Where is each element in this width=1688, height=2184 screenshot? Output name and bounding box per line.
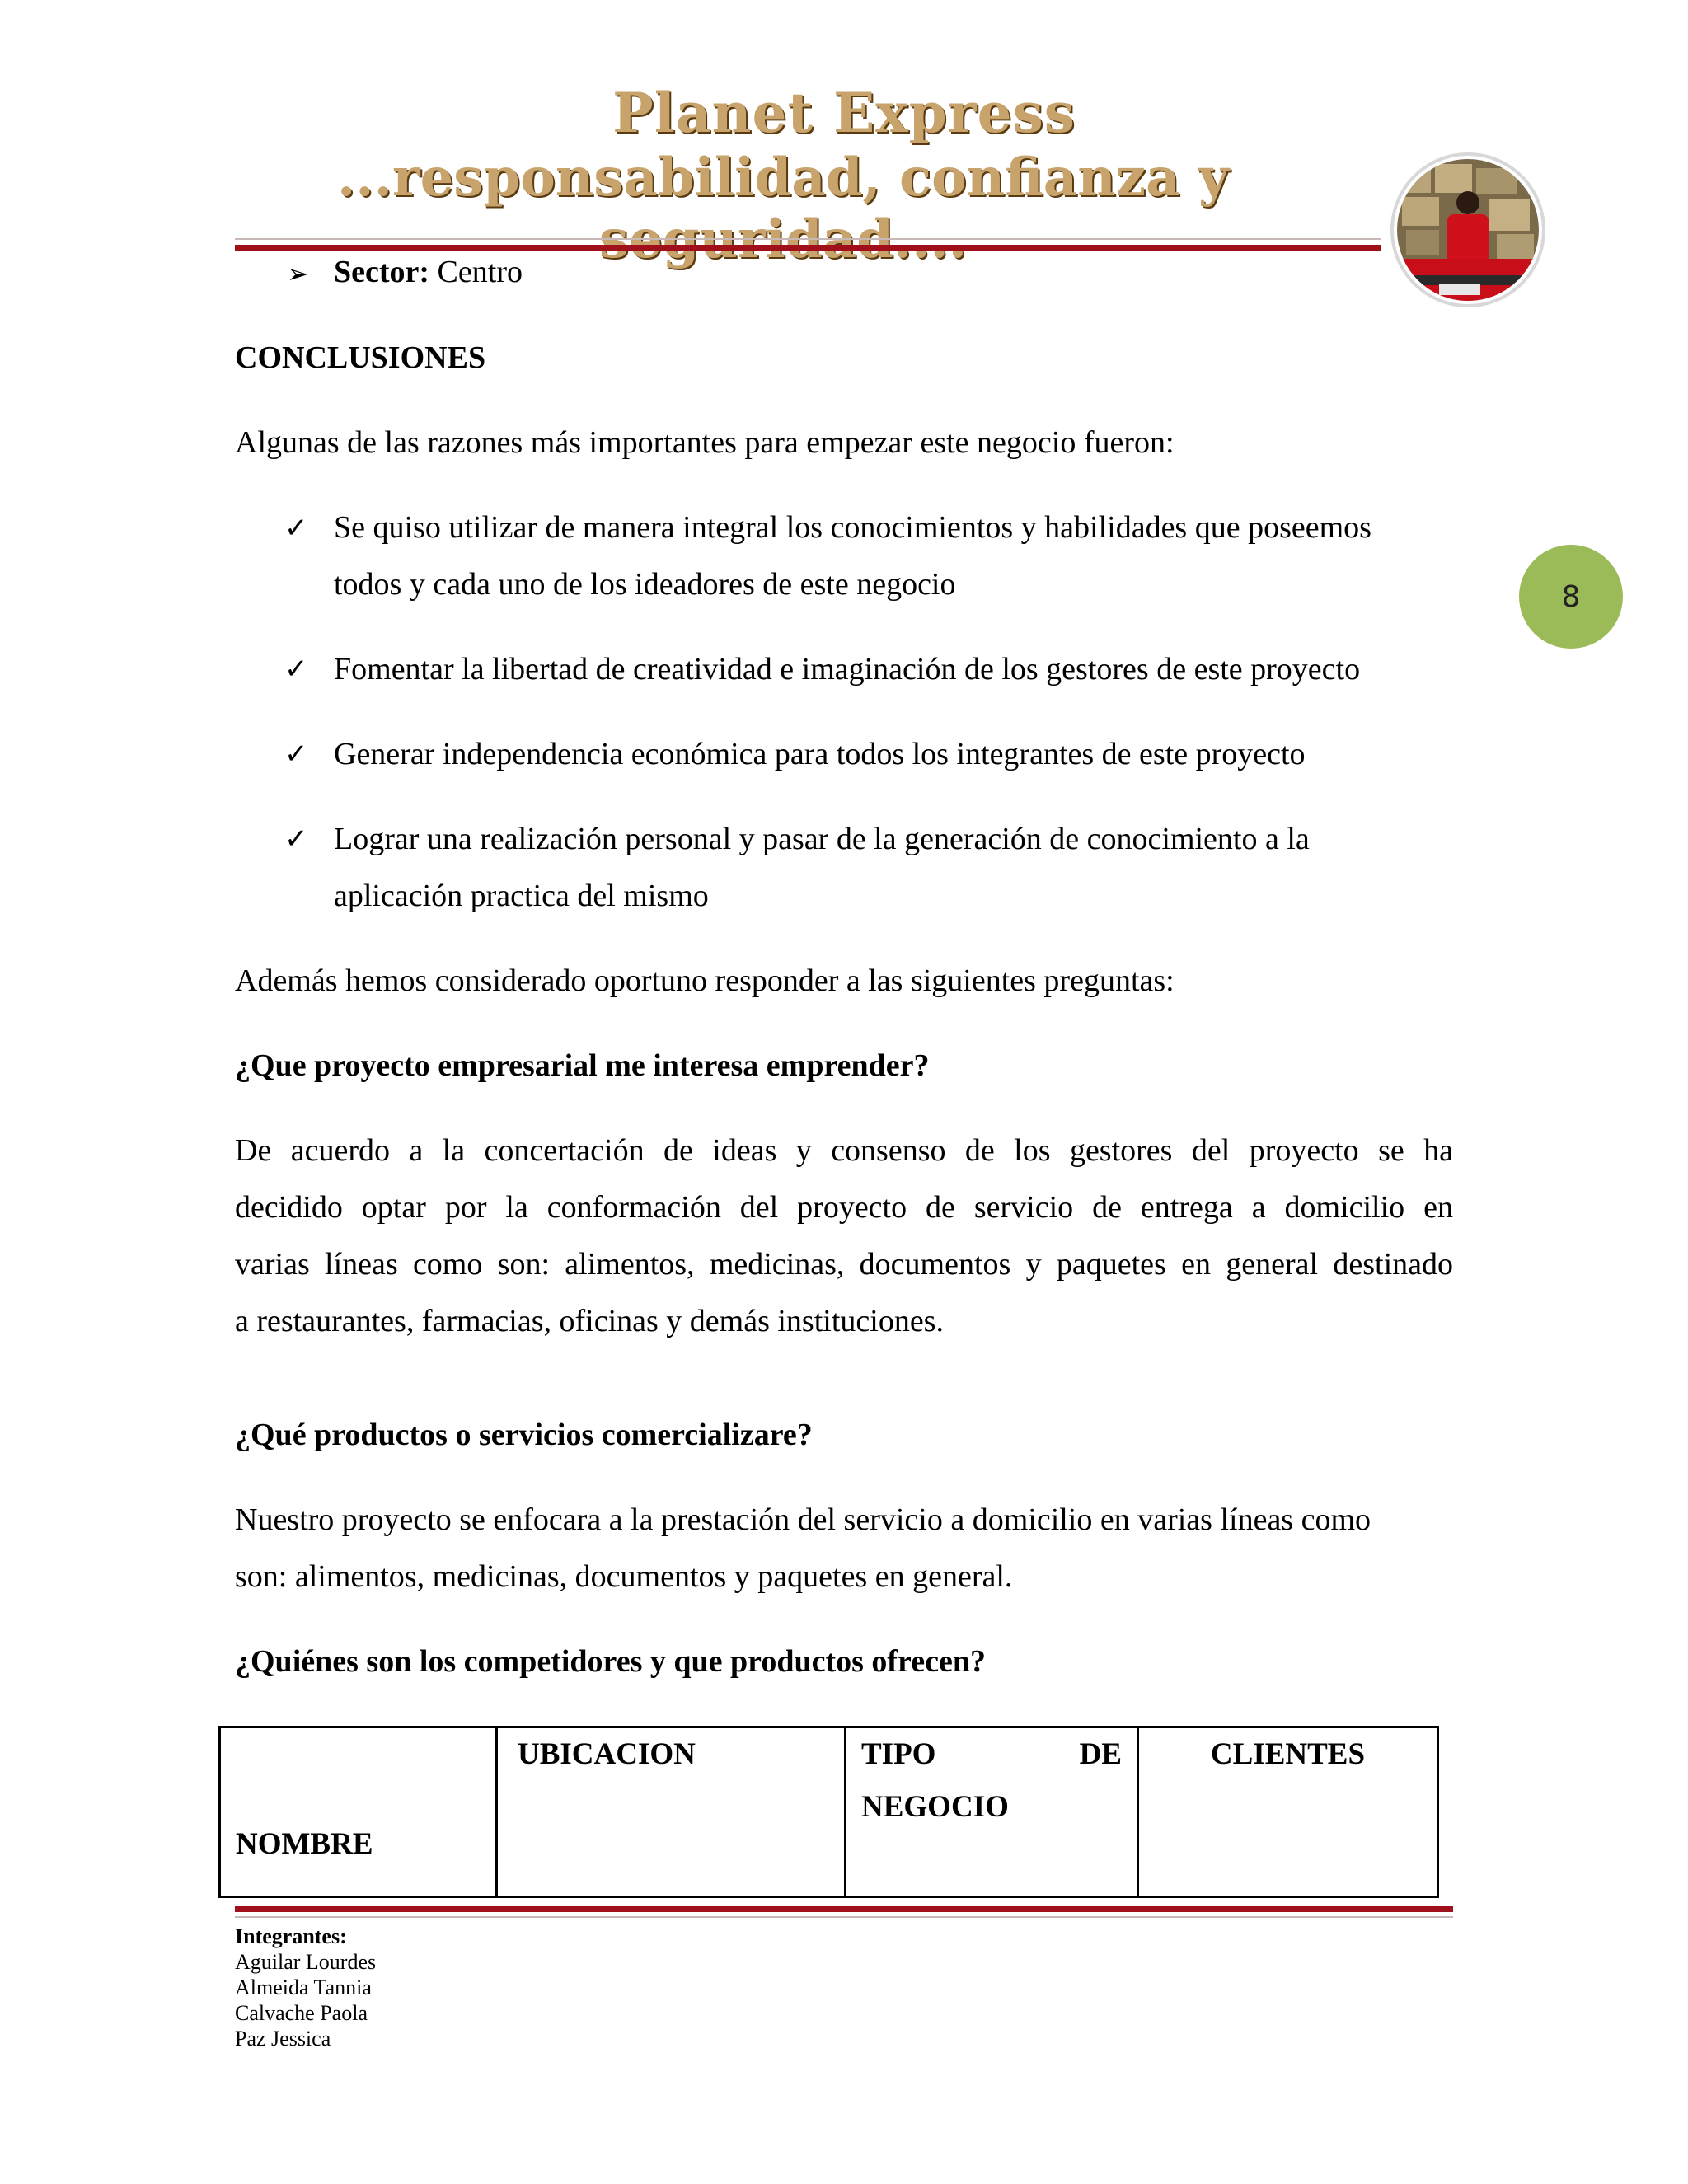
check-bullet-icon: ✓ [284, 653, 308, 686]
header-tipo-word: TIPO [861, 1737, 936, 1771]
answer-line: De acuerdo a la concertación de ideas y consenso de los gestores del proyecto se ha [235, 1133, 1453, 1168]
footer-rule-thick [235, 1906, 1453, 1912]
header-title: Planet Express [612, 81, 1076, 145]
question-heading: ¿Qué productos o servicios comercializare? [235, 1418, 813, 1452]
header-subtitle: ...responsabilidad, confianza y [337, 147, 1229, 209]
check-bullet-icon: ✓ [284, 738, 308, 771]
question-heading: ¿Que proyecto empresarial me interesa emprender? [235, 1048, 930, 1083]
footer-member: Paz Jessica [235, 2027, 331, 2050]
header-rule-thin [235, 238, 1381, 240]
answer-line: decidido optar por la conformación del proyecto de servicio de entrega a domicilio en [235, 1190, 1453, 1225]
answer-line: son: alimentos, medicinas, documentos y paquetes en general. [235, 1559, 1013, 1594]
answer-line: varias líneas como son: alimentos, medicinas, documentos y paquetes en general destinado [235, 1247, 1453, 1282]
conclusion-item-line: Generar independencia económica para todos los integrantes de este proyecto [334, 737, 1306, 771]
sector-value: Centro [437, 255, 523, 289]
page-number-badge: 8 [1519, 545, 1623, 649]
conclusion-item-line: aplicación practica del mismo [334, 879, 709, 913]
sector-label: Sector: [334, 255, 430, 289]
question-heading: ¿Quiénes son los competidores y que productos ofrecen? [235, 1644, 986, 1679]
footer-member: Calvache Paola [235, 2001, 368, 2025]
header-de-word: DE [1079, 1737, 1122, 1771]
footer-member: Almeida Tannia [235, 1975, 372, 1999]
conclusions-intro: Algunas de las razones más importantes para empezar este negocio fueron: [235, 425, 1175, 460]
conclusion-item-line: Lograr una realización personal y pasar de la generación de conocimiento a la [334, 822, 1310, 856]
conclusion-item-line: Fomentar la libertad de creatividad e imaginación de los gestores de este proyecto [334, 652, 1361, 687]
check-bullet-icon: ✓ [284, 512, 308, 545]
conclusions-heading: CONCLUSIONES [235, 340, 486, 375]
answer-line: a restaurantes, farmacias, oficinas y demás instituciones. [235, 1304, 944, 1338]
footer-member: Aguilar Lourdes [235, 1950, 377, 1974]
footer-rule-thin [235, 1916, 1453, 1918]
table-header-row [220, 1727, 1438, 1897]
header-cell-nombre: NOMBRE [220, 1727, 497, 1897]
header-cell-tipo [846, 1727, 1138, 1897]
header-cell-clientes: CLIENTES [1138, 1727, 1438, 1897]
header-cell-ubicacion: UBICACION [497, 1727, 846, 1897]
competitors-table [218, 1726, 1439, 1898]
answer-line: Nuestro proyecto se enfocara a la prestación del servicio a domicilio en varias líneas como [235, 1502, 1372, 1537]
header-negocio-word: NEGOCIO [861, 1790, 1009, 1824]
conclusions-followup: Además hemos considerado oportuno responder a las siguientes preguntas: [235, 963, 1175, 998]
conclusion-item-line: Se quiso utilizar de manera integral los conocimientos y habilidades que poseemos [334, 510, 1372, 545]
company-logo-photo [1390, 152, 1546, 308]
header-rule-thick [235, 245, 1381, 251]
conclusion-item-line: todos y cada uno de los ideadores de este negocio [334, 567, 956, 602]
arrow-bullet-icon: ➢ [287, 258, 309, 289]
sector-line [334, 252, 523, 292]
check-bullet-icon: ✓ [284, 823, 308, 855]
footer-label: Integrantes: [235, 1924, 347, 1948]
